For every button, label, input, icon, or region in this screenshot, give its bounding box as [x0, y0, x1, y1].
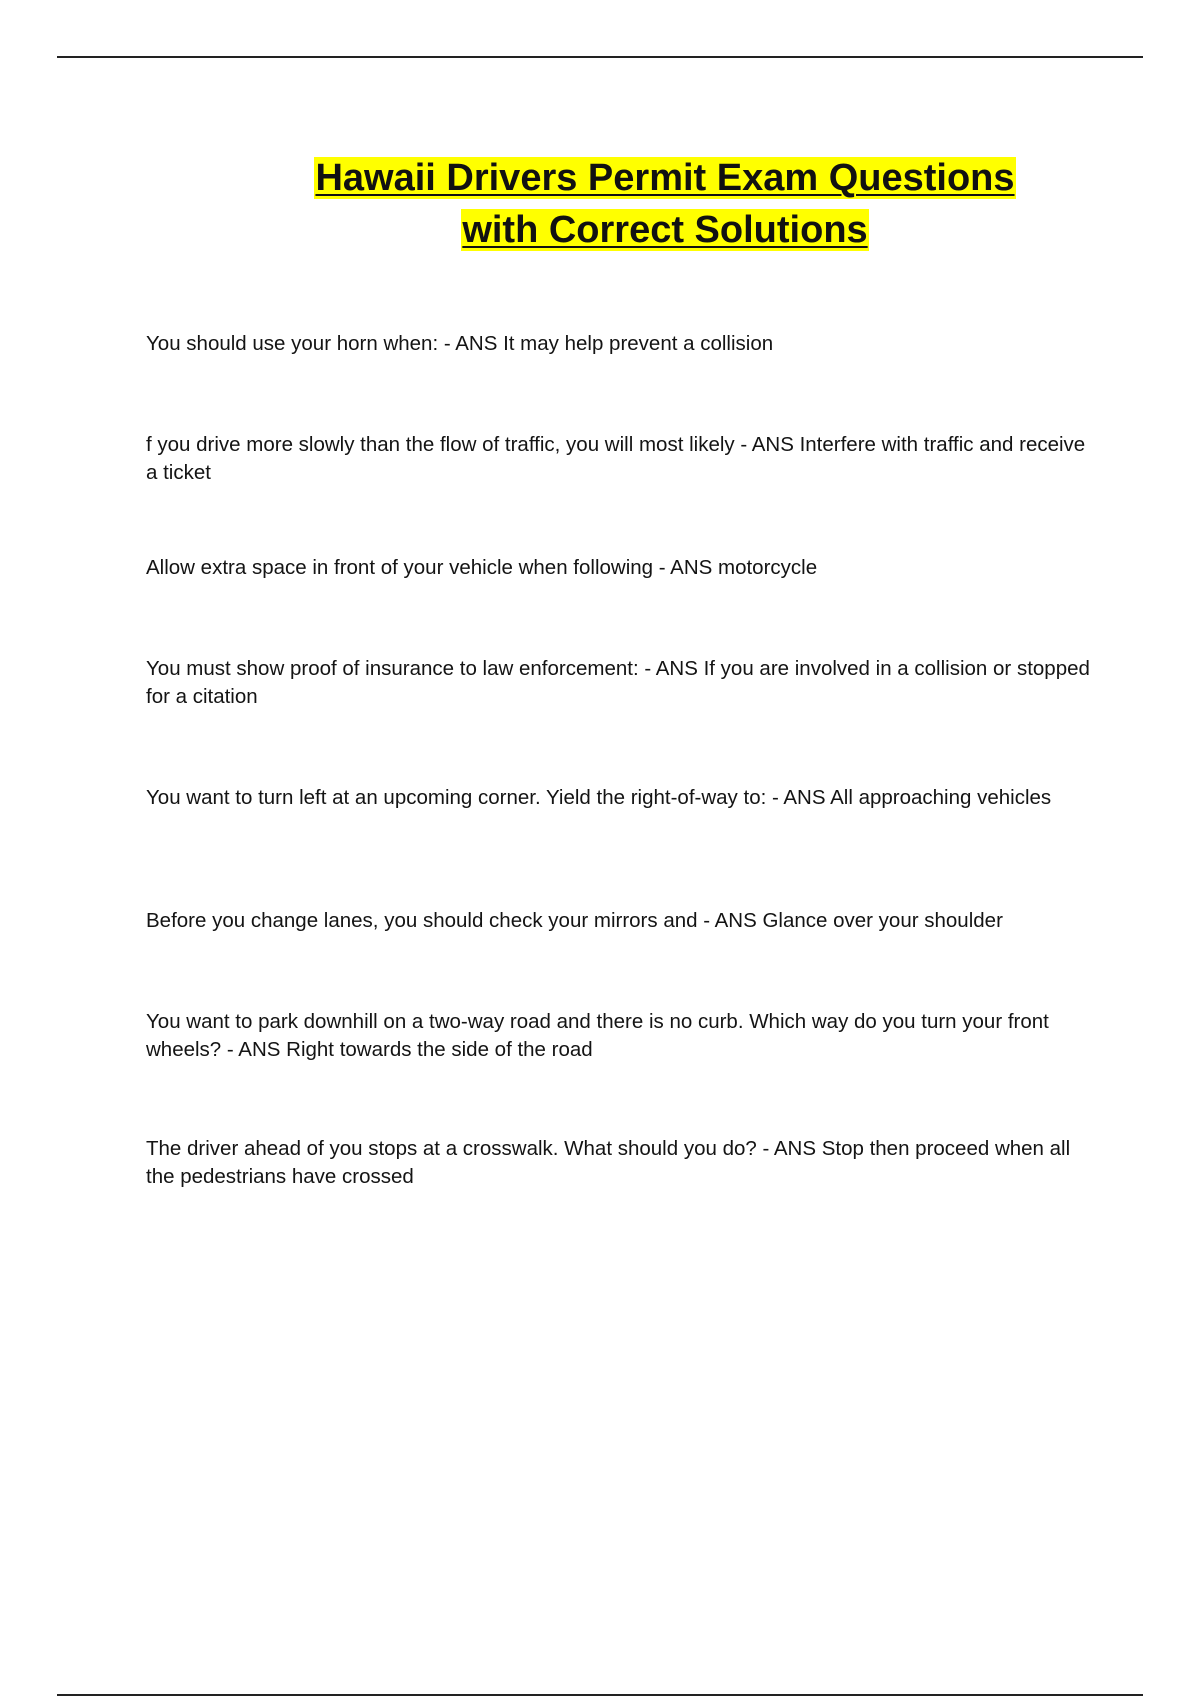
title-line-1: Hawaii Drivers Permit Exam Questions	[315, 157, 1015, 199]
qa-item-6: Before you change lanes, you should check your mirrors and - ANS Glance over your shoulder	[146, 909, 1003, 932]
footer-rule	[57, 1694, 1143, 1696]
page-title	[0, 152, 1200, 256]
title-line-2: with Correct Solutions	[462, 209, 868, 251]
qa-item-7: You want to park downhill on a two-way road and there is no curb. Which way do you turn your front wheels? - ANS Right towards the side of the road	[146, 1010, 1049, 1061]
qa-item-3: Allow extra space in front of your vehicle when following - ANS motorcycle	[146, 556, 818, 579]
qa-item-4: You must show proof of insurance to law enforcement: - ANS If you are involved in a collision or stopped for a citation	[146, 657, 1090, 708]
qa-item-8: The driver ahead of you stops at a crosswalk. What should you do? - ANS Stop then proceed when all the pedestrians have crossed	[146, 1137, 1071, 1188]
qa-item-5: You want to turn left at an upcoming corner. Yield the right-of-way to: - ANS All approaching vehicles	[146, 786, 1052, 809]
header-rule	[57, 56, 1143, 58]
qa-item-2: f you drive more slowly than the flow of traffic, you will most likely - ANS Interfere with traffic and receive a ticket	[146, 433, 1086, 484]
qa-item-1: You should use your horn when: - ANS It may help prevent a collision	[146, 332, 774, 355]
